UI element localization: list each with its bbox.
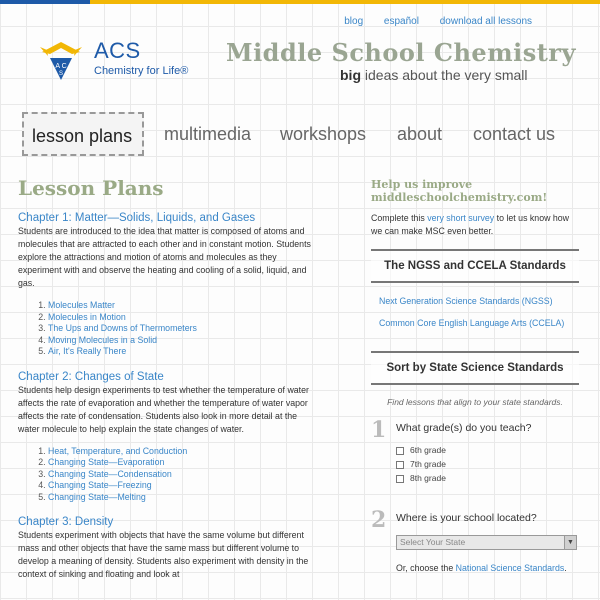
utility-links xyxy=(326,16,532,27)
lesson-link[interactable]: Heat, Temperature, and Conduction xyxy=(48,445,188,456)
svg-text:S: S xyxy=(58,71,64,77)
chapter-2 xyxy=(18,371,318,504)
chapter-description: Students are introduced to the idea that matter is composed of atoms and molecules that are attracted to each other and in constant motion. Students explore the attractions and motion of atoms and molecules as they experiment with and observe the heating and cooling of a solid, liquid, and gas. xyxy=(18,226,311,288)
acs-tagline: Chemistry for Life® xyxy=(94,65,189,77)
sidebar xyxy=(371,178,579,597)
tagline-bold: big xyxy=(340,67,361,83)
ccela-link[interactable]: Common Core English Language Arts (CCELA) xyxy=(379,318,565,328)
state-select-value: Select Your State xyxy=(400,537,466,547)
list-item xyxy=(48,446,318,458)
lesson-list xyxy=(48,300,318,358)
list-item xyxy=(48,469,318,481)
national-standards-text xyxy=(396,563,567,573)
survey-pre: Complete this xyxy=(371,213,428,223)
tagline-rest: ideas about the very small xyxy=(361,67,528,83)
lesson-link[interactable]: Changing State—Condensation xyxy=(48,468,172,479)
download-lessons-link[interactable]: download all lessons xyxy=(439,16,532,27)
grade-question-text: What grade(s) do you teach? xyxy=(396,422,532,434)
or-post: . xyxy=(564,563,567,573)
top-bar-gold xyxy=(90,0,600,4)
lesson-link[interactable]: Changing State—Melting xyxy=(48,491,146,502)
chapter-3 xyxy=(18,516,318,581)
lesson-list xyxy=(48,446,318,504)
top-bar-blue xyxy=(0,0,90,4)
grade-checkboxes xyxy=(396,443,446,485)
sort-standards-heading: Sort by State Science Standards xyxy=(371,351,579,385)
main-content xyxy=(18,176,318,581)
ngss-heading: The NGSS and CCELA Standards xyxy=(371,249,579,283)
list-item xyxy=(48,335,318,347)
lesson-link[interactable]: Air, It's Really There xyxy=(48,346,127,356)
or-pre: Or, choose the xyxy=(396,563,456,573)
grade-label: 6th grade xyxy=(410,445,446,455)
grade-question xyxy=(371,417,579,507)
list-item xyxy=(48,300,318,312)
list-item xyxy=(48,492,318,504)
chapter-description: Students help design experiments to test whether the temperature of water affects the rate of evaporation and whether the temperature of water vapor affects the rate of condensation. Students also look in more detail at the water molecule to help explain the state changes of water. xyxy=(18,384,309,434)
state-select[interactable] xyxy=(396,535,577,550)
chapter-title[interactable]: Chapter 3: Density xyxy=(18,516,114,528)
lesson-link[interactable]: Moving Molecules in a Solid xyxy=(48,334,158,345)
list-item xyxy=(48,323,318,335)
checkbox[interactable] xyxy=(396,461,404,469)
chapter-title[interactable]: Chapter 2: Changes of State xyxy=(18,370,164,383)
location-question-text: Where is your school located? xyxy=(396,512,537,524)
lesson-link[interactable]: Molecules in Motion xyxy=(48,311,126,322)
lesson-link[interactable]: The Ups and Downs of Thermometers xyxy=(48,323,197,333)
lesson-link[interactable]: Changing State—Freezing xyxy=(48,480,152,490)
acs-wordmark: ACS xyxy=(94,38,141,63)
acs-eagle-logo-icon xyxy=(38,38,84,84)
national-standards-link[interactable]: National Science Standards xyxy=(455,563,565,573)
survey-link[interactable]: very short survey xyxy=(427,213,495,223)
list-item xyxy=(48,346,318,358)
nav-lesson-plans[interactable]: lesson plans xyxy=(22,112,144,156)
grade-option[interactable] xyxy=(396,443,446,457)
chapter-description: Students experiment with objects that have the same volume but different mass and other objects that have the same mass but different volume to develop a meaning of density. Students also experiment with density in the context of sinking and floating and look at xyxy=(18,530,309,579)
nav-workshops[interactable]: workshops xyxy=(280,124,367,144)
list-item xyxy=(48,312,318,324)
find-lessons-text: Find lessons that align to your state standards. xyxy=(387,397,563,407)
nav-about[interactable]: about xyxy=(397,124,443,144)
page-title: Lesson Plans xyxy=(18,176,164,200)
top-color-bar xyxy=(0,0,600,4)
svg-text:A C: A C xyxy=(55,63,67,70)
acs-logo[interactable] xyxy=(38,38,198,84)
ngss-link[interactable]: Next Generation Science Standards (NGSS) xyxy=(379,296,553,306)
chapter-title[interactable]: Chapter 1: Matter—Solids, Liquids, and Gases xyxy=(18,212,256,224)
list-item xyxy=(48,480,318,492)
nav-multimedia[interactable]: multimedia xyxy=(164,124,252,144)
site-title[interactable]: Middle School Chemistry xyxy=(226,38,576,67)
survey-post: to let us know how we can make MSC even better. xyxy=(371,213,570,236)
step-number: 2 xyxy=(371,507,387,533)
site-tagline xyxy=(340,67,528,83)
lesson-link[interactable]: Changing State—Evaporation xyxy=(48,457,165,467)
chevron-down-icon[interactable]: ▼ xyxy=(564,536,576,549)
espanol-link[interactable]: español xyxy=(383,16,419,27)
chapter-1 xyxy=(18,212,318,358)
survey-text xyxy=(371,212,579,237)
location-question xyxy=(371,507,579,597)
help-line-1: Help us improve xyxy=(371,178,473,191)
checkbox[interactable] xyxy=(396,447,404,455)
grade-option[interactable] xyxy=(396,457,446,471)
blog-link[interactable]: blog xyxy=(344,16,364,27)
standards-links xyxy=(371,283,579,351)
help-improve-heading xyxy=(371,178,579,204)
lesson-link[interactable]: Molecules Matter xyxy=(48,300,115,310)
grade-label: 8th grade xyxy=(410,473,446,483)
help-line-2: middleschoolchemistry.com! xyxy=(371,191,548,204)
list-item xyxy=(48,457,318,469)
grade-option[interactable] xyxy=(396,471,446,485)
grade-label: 7th grade xyxy=(410,459,446,469)
checkbox[interactable] xyxy=(396,475,404,483)
nav-contact-us[interactable]: contact us xyxy=(473,124,556,144)
step-number: 1 xyxy=(371,417,387,443)
